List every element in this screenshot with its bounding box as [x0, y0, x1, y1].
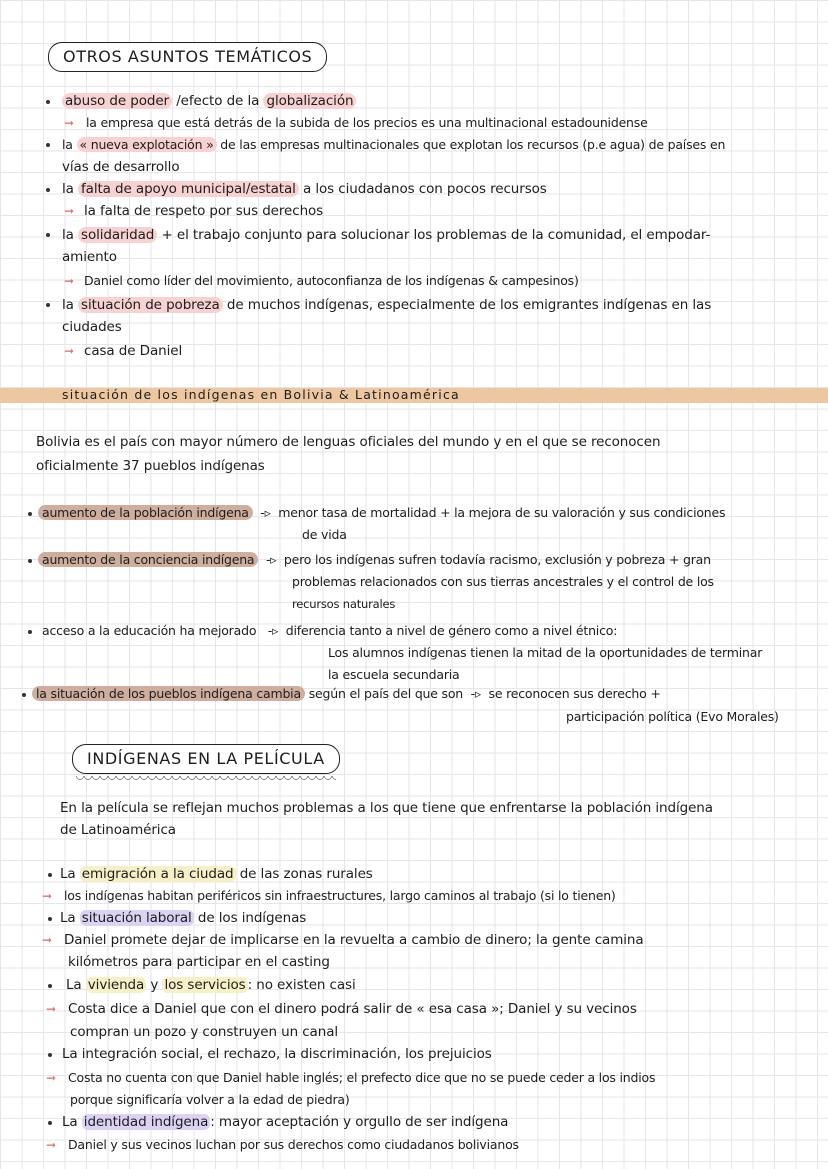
topic-text: Los alumnos indígenas tienen la mitad de la oportunidades de terminar — [328, 645, 763, 660]
highlight-identidad-indigena: identidad indígena — [83, 1114, 209, 1130]
bullet — [46, 143, 50, 147]
arrow-icon: ➞ — [64, 344, 75, 358]
note-line: vías de desarrollo — [62, 159, 180, 175]
note-line — [60, 909, 306, 927]
topic-text: menor tasa de mortalidad + la mejora de su valoración y sus condiciones — [278, 505, 726, 520]
arrow-icon: ➞ — [64, 274, 75, 288]
bullet — [28, 512, 32, 516]
highlight-emigracion: emigración a la ciudad — [81, 866, 234, 882]
note-line: Daniel como líder del movimiento, autoconfianza de los indígenas & campesinos) — [84, 273, 579, 288]
arrow-icon: -▹ — [264, 623, 282, 638]
topic-text: problemas relacionados con sus tierras ancestrales y el control de los — [292, 574, 714, 589]
bullet — [48, 1121, 52, 1125]
text-span: la — [62, 227, 79, 243]
note-line: Costa dice a Daniel que con el dinero podrá salir de « esa casa »; Daniel y su vecinos — [68, 1001, 637, 1017]
highlight-label: acceso a la educación ha mejorado — [42, 623, 257, 638]
topic-text: la escuela secundaria — [328, 667, 460, 682]
arrow-icon: ➞ — [42, 933, 53, 947]
arrow-icon: ➞ — [42, 889, 53, 903]
topic-row — [38, 622, 617, 640]
topic-text: de vida — [302, 527, 347, 542]
note-line: Costa no cuenta con que Daniel hable inglés; el prefecto dice que no se puede ceder a los indios — [68, 1070, 656, 1085]
note-line — [62, 92, 356, 110]
highlight-solidaridad: solidaridad — [78, 227, 157, 243]
section-title-indigenas — [72, 744, 340, 774]
highlight-servicios: los servicios — [164, 977, 246, 993]
arrow-icon: ➞ — [46, 1071, 57, 1085]
bullet — [46, 100, 50, 104]
note-line: kilómetros para participar en el casting — [68, 954, 330, 970]
arrow-icon: ➞ — [46, 1002, 57, 1016]
text-span: La — [60, 910, 80, 926]
note-line: los indígenas habitan periféricos sin infraestructures, largo caminos al trabajo (si lo tienen) — [64, 888, 616, 903]
highlight-falta-de-apoyo: falta de apoyo municipal/estatal — [78, 181, 299, 197]
note-line — [60, 865, 373, 883]
text-span: La — [60, 866, 80, 882]
topic-text: diferencia tanto a nivel de género como a nivel étnico: — [285, 623, 618, 638]
note-line — [66, 976, 356, 994]
bullet — [46, 188, 50, 192]
topic-row — [38, 504, 725, 522]
text-span: a los ciudadanos con pocos recursos — [298, 181, 547, 197]
highlight-abuso-de-poder: abuso de poder — [62, 93, 172, 109]
topic-text: recursos naturales — [292, 597, 396, 611]
text-span: de los indígenas — [193, 910, 307, 926]
arrow-icon: ➞ — [46, 1138, 57, 1152]
text-span: La — [62, 1114, 82, 1130]
bullet — [48, 1053, 52, 1057]
note-line — [62, 226, 710, 244]
text-span: de muchos indígenas, especialmente de los emigrantes indígenas en las — [222, 297, 712, 313]
text-span: y — [146, 977, 163, 993]
note-line: ciudades — [62, 319, 122, 335]
section-title-otros-asuntos — [48, 42, 327, 72]
band-heading: situación de los indígenas en Bolivia & Latinoamérica — [62, 387, 460, 402]
topic-text: pero los indígenas sufren todavía racismo, exclusión y pobreza + gran — [283, 552, 711, 567]
arrow-icon: -▹ — [262, 552, 281, 567]
topic-text: participación política (Evo Morales) — [566, 709, 779, 724]
note-line: Daniel y sus vecinos luchan por sus derechos como ciudadanos bolivianos — [68, 1137, 519, 1152]
note-line: la empresa que está detrás de la subida de los precios es una multinacional estadounidense — [86, 115, 648, 130]
bullet — [22, 693, 26, 697]
topic-row — [32, 685, 661, 703]
intro-line: Bolivia es el país con mayor número de lenguas oficiales del mundo y en el que se reconocen — [36, 434, 661, 450]
highlight-vivienda: vivienda — [87, 977, 145, 993]
bullet — [46, 233, 50, 237]
section-title-text: INDÍGENAS EN LA PELÍCULA — [87, 749, 325, 768]
bullet — [48, 917, 52, 921]
highlight-label: la situación de los pueblos indígena cambia — [32, 686, 305, 701]
bullet — [46, 303, 50, 307]
arrow-icon: -▹ — [466, 686, 485, 701]
text-span: La — [66, 977, 86, 993]
highlight-situacion-de-pobreza: situación de pobreza — [78, 297, 223, 313]
note-line — [62, 296, 711, 314]
text-span: de las zonas rurales — [235, 866, 373, 882]
highlight-globalizacion: globalización — [263, 93, 356, 109]
text-span: + el trabajo conjunto para solucionar los problemas de la comunidad, el empodar- — [157, 227, 711, 243]
topic-text: según el país del que son — [308, 686, 464, 701]
intro-line: oficialmente 37 pueblos indígenas — [36, 458, 265, 474]
note-line — [62, 180, 547, 198]
arrow-icon: -▹ — [256, 505, 275, 520]
bullet — [28, 559, 32, 563]
bullet — [48, 984, 52, 988]
note-line: La integración social, el rechazo, la discriminación, los prejuicios — [62, 1046, 492, 1062]
arrow-icon: ➞ — [64, 204, 75, 218]
text-span: la — [62, 137, 77, 152]
text-span: la — [62, 297, 79, 313]
text-span: /efecto de la — [172, 93, 264, 109]
topic-text: se reconocen sus derecho + — [488, 686, 661, 701]
title-underline — [76, 776, 336, 782]
highlight-label: aumento de la población indígena — [38, 505, 253, 520]
text-span: de las empresas multinacionales que explotan los recursos (p.e agua) de países en — [216, 137, 726, 152]
note-line — [62, 136, 725, 154]
highlight-nueva-explotacion: « nueva explotación » — [77, 137, 217, 152]
topic-row — [38, 551, 711, 569]
highlight-situacion-laboral: situación laboral — [81, 910, 192, 926]
note-line: casa de Daniel — [84, 343, 183, 359]
intro-line: En la película se reflejan muchos problemas a los que tiene que enfrentarse la población indígena — [60, 800, 713, 816]
note-line: Daniel promete dejar de implicarse en la revuelta a cambio de dinero; la gente camina — [64, 932, 644, 948]
intro-line: de Latinoamérica — [60, 822, 176, 838]
note-line: la falta de respeto por sus derechos — [84, 203, 324, 219]
note-line: porque significaría volver a la edad de piedra) — [70, 1092, 350, 1107]
bullet — [28, 630, 32, 634]
note-line: compran un pozo y construyen un canal — [70, 1024, 339, 1040]
text-span: : no existen casi — [247, 977, 356, 993]
highlight-label: aumento de la conciencia indígena — [38, 552, 258, 567]
text-span: : mayor aceptación y orgullo de ser indígena — [210, 1114, 509, 1130]
text-span: la — [62, 181, 79, 197]
note-line — [62, 1113, 508, 1131]
note-line: amiento — [62, 249, 117, 265]
bullet — [48, 873, 52, 877]
section-title-text: OTROS ASUNTOS TEMÁTICOS — [63, 47, 313, 66]
arrow-icon: ➞ — [64, 116, 75, 130]
